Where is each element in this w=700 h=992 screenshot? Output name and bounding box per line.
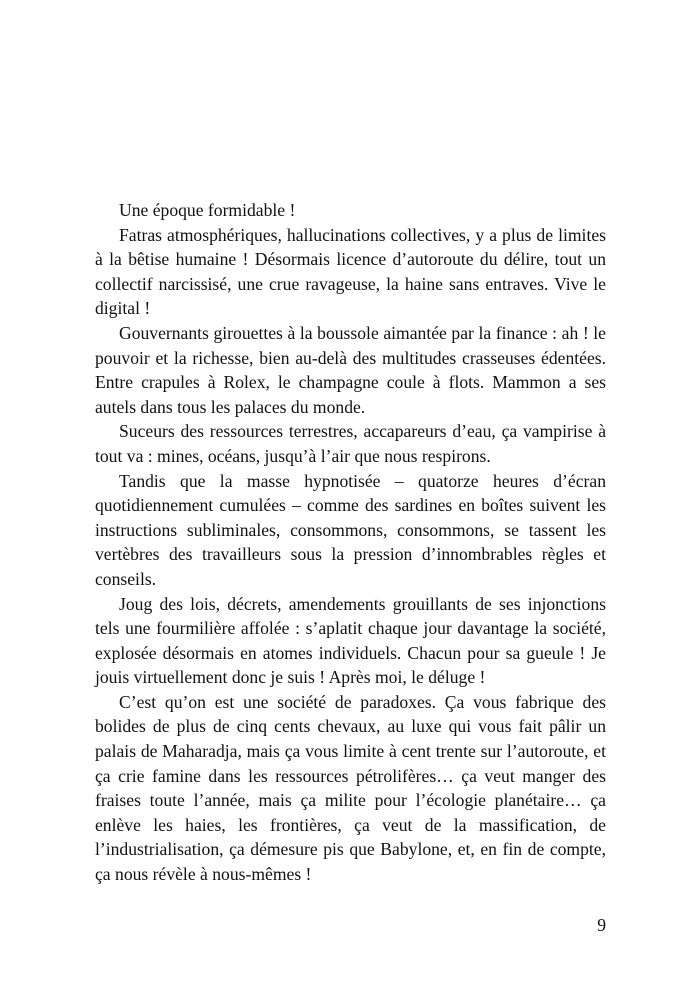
paragraph: Une époque formidable ! — [119, 200, 296, 220]
paragraph: Fatras atmosphériques, hallucinations collectives, y a plus de limites à la bêtise humaine ! Désormais licence d’autoroute du délire, tout un collectif narcissisé, une crue ravageuse, la haine sans entraves. Vive le digital ! — [95, 224, 606, 319]
paragraph: Gouvernants girouettes à la boussole aimantée par la finance : ah ! le pouvoir et la richesse, bien au-delà des multitudes crasseuses édentées. Entre crapules à Rolex, le champagne coule à flots. Mammon a ses autels dans tous les palaces du monde. — [95, 322, 606, 417]
body-text — [95, 198, 606, 887]
paragraph: Tandis que la masse hypnotisée – quatorze heures d’écran quotidiennement cumulées – comme des sardines en boîtes suivent les instructions subliminales, consommons, consommons, se tassent les vertèbres des travailleurs sous la pression d’innombrables règles et conseils. — [95, 470, 606, 589]
page-number: 9 — [597, 915, 606, 935]
paragraph: Joug des lois, décrets, amendements grouillants de ses injonctions tels une fourmilière affolée : s’aplatit chaque jour davantage la société, explosée désormais en atomes individuels. Chacun pour sa gueule ! Je jouis virtuellement donc je suis ! Après moi, le déluge ! — [95, 593, 606, 688]
paragraph: C’est qu’on est une société de paradoxes. Ça vous fabrique des bolides de plus de cinq cents chevaux, au luxe qui vous fait pâlir un palais de Maharadja, mais ça vous limite à cent trente sur l’autoroute, et ça crie famine dans les ressources pétrolifères… ça veut manger des fraises toute l’année, mais ça milite pour l’écologie planétaire… ça enlève les haies, les frontières, ça veut de la massification, de l’industrialisation, ça démesure pis que Babylone, et, en fin de compte, ça nous révèle à nous-mêmes ! — [95, 691, 606, 885]
paragraph: Suceurs des ressources terrestres, accapareurs d’eau, ça vampirise à tout va : mines, océans, jusqu’à l’air que nous respirons. — [95, 421, 606, 466]
